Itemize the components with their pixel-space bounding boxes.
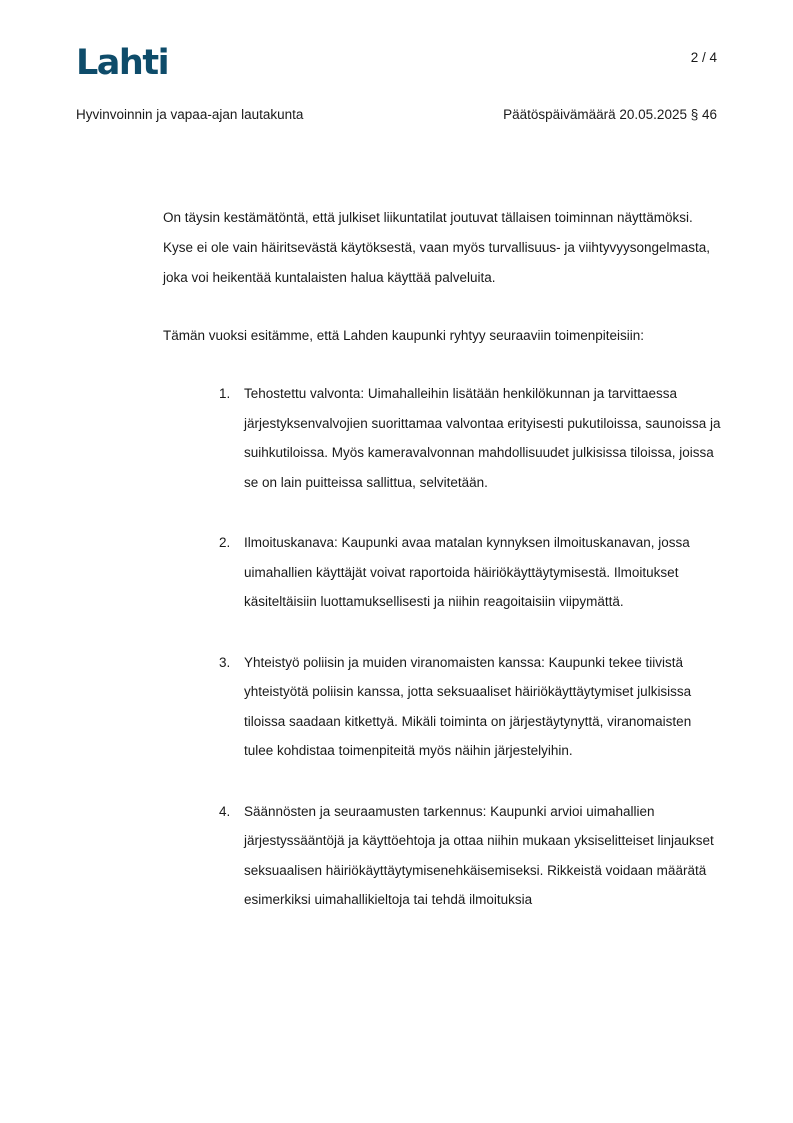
logo-text: Lahti <box>76 43 169 83</box>
list-item <box>163 797 723 915</box>
list-item-number: 4. <box>219 803 231 819</box>
document-body <box>163 203 723 351</box>
list-item <box>163 648 723 766</box>
body-paragraph: Tämän vuoksi esitämme, että Lahden kaupunki ryhtyy seuraaviin toimenpiteisiin: <box>163 328 644 343</box>
decision-date: Päätöspäivämäärä 20.05.2025 § 46 <box>503 107 717 122</box>
body-paragraph: On täysin kestämätöntä, että julkiset liikuntatilat joutuvat tällaisen toiminnan näyttämöksi. Kyse ei ole vain häiritsevästä käytöksestä, vaan myös turvallisuus- ja viihtyvyysongelmasta, joka voi heikentää kuntalaisten halua käyttää palveluita. <box>163 210 710 285</box>
list-item <box>163 528 723 617</box>
lahti-logo <box>76 44 168 82</box>
measures-list <box>163 379 723 915</box>
list-item-text: Ilmoituskanava: Kaupunki avaa matalan kynnyksen ilmoituskanavan, jossa uimahallien käyttäjät voivat raportoida häiriökäyttäytymisestä. Ilmoitukset käsiteltäisiin luottamuksellisesti ja niihin reagoitaisiin viipymättä. <box>244 535 690 609</box>
list-item-text: Yhteistyö poliisin ja muiden viranomaisten kanssa: Kaupunki tekee tiivistä yhteistyötä poliisin kanssa, jotta seksuaaliset häiriökäyttäytymiset julkisissa tiloissa saadaan kitkettyä. Mikäli toiminta on järjestäytynyttä, viranomaisten tulee kohdistaa toimenpiteitä myös näihin järjestelyihin. <box>244 654 692 758</box>
list-item-number: 3. <box>219 654 231 670</box>
list-item-number: 2. <box>219 535 231 550</box>
list-item-text: Säännösten ja seuraamusten tarkennus: Kaupunki arvioi uimahallien järjestyssääntöjä ja käyttöehtoja ja ottaa niihin mukaan yksiselitteiset linjaukset seksuaalisen häiriökäyttäytymisenehkäisemiseksi. Rikkeistä voidaan määrätä esimerkiksi uimahallikieltoja tai tehdä ilmoituksia <box>244 803 714 907</box>
page-number: 2 / 4 <box>690 50 717 65</box>
list-item <box>163 379 723 497</box>
committee-name: Hyvinvoinnin ja vapaa-ajan lautakunta <box>76 107 304 122</box>
list-item-text: Tehostettu valvonta: Uimahalleihin lisätään henkilökunnan ja tarvittaessa järjestyksenvalvojien suorittamaa valvontaa erityisesti pukutiloissa, saunoissa ja suihkutiloissa. Myös kameravalvonnan mahdollisuudet julkisissa tiloissa, joissa se on lain puitteissa sallittua, selvitetään. <box>244 386 721 490</box>
list-item-number: 1. <box>219 386 231 401</box>
